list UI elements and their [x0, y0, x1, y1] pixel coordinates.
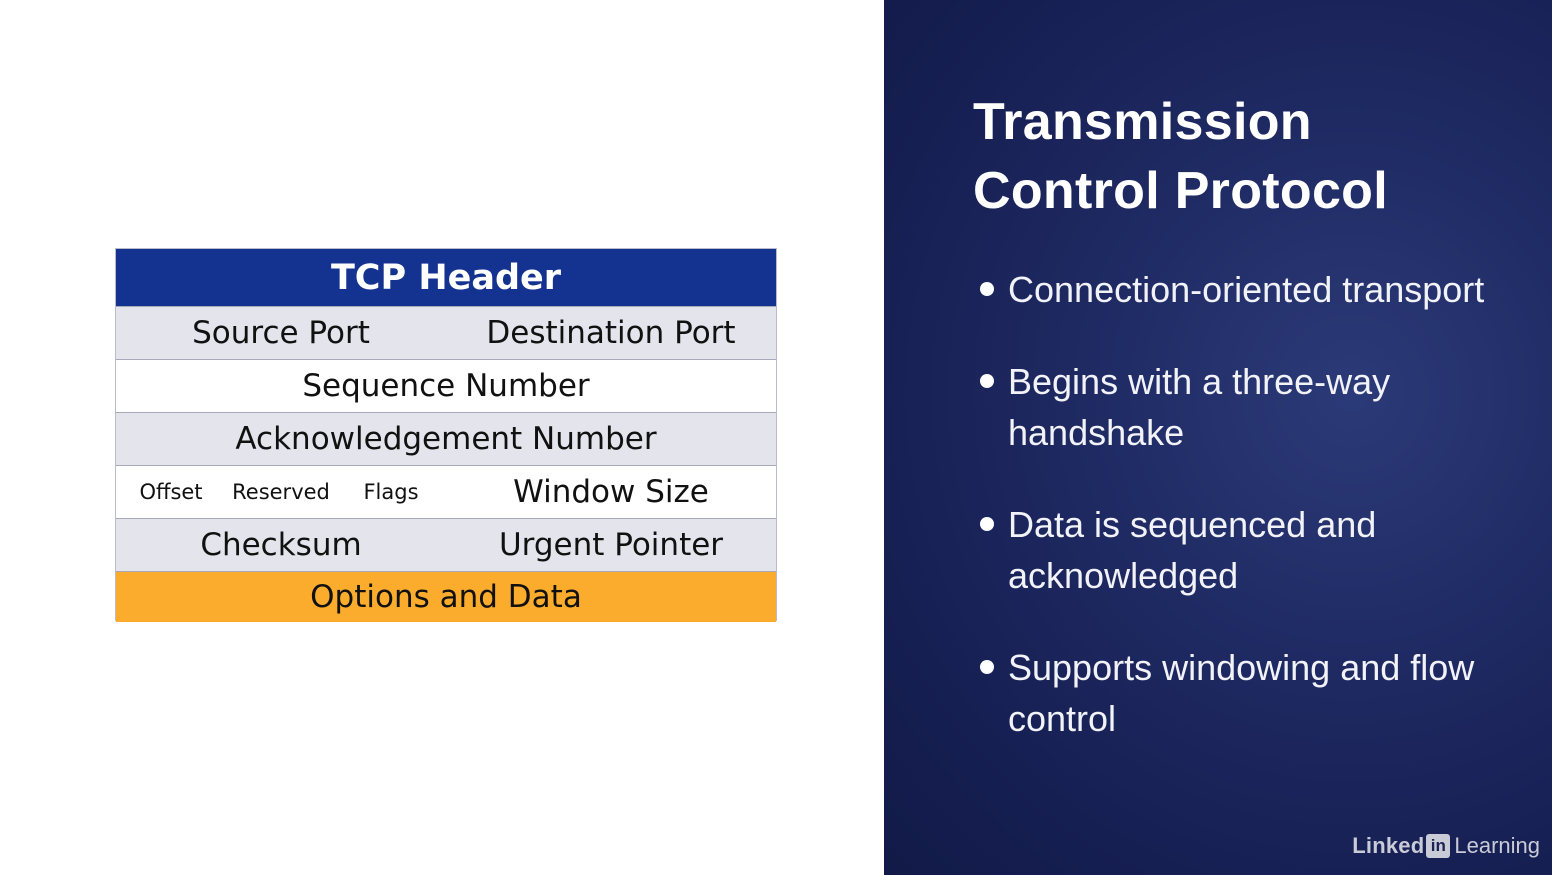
info-panel	[884, 0, 1552, 875]
slide-title-line-1: Transmission	[973, 93, 1312, 151]
linkedin-learning-logo	[1352, 833, 1540, 859]
bullet-item	[980, 642, 1540, 744]
field-reserved: Reserved	[232, 480, 330, 504]
bullet-dot-icon	[980, 517, 994, 531]
tcp-header-diagram	[115, 248, 777, 621]
tcp-row-acknowledgement	[116, 412, 776, 465]
logo-learning-text: Learning	[1454, 833, 1540, 858]
tcp-row-options	[116, 571, 776, 622]
slide-title-line-2: Control Protocol	[973, 162, 1388, 220]
logo-linked-text: Linked	[1352, 833, 1425, 858]
linkedin-in-icon: in	[1426, 834, 1450, 858]
tcp-row-sequence	[116, 359, 776, 412]
field-window-size: Window Size	[513, 474, 709, 510]
tcp-row-checksum	[116, 518, 776, 571]
bullet-text: Supports windowing and flow control	[1008, 647, 1475, 739]
bullet-text: Connection-oriented transport	[1008, 269, 1485, 310]
bullet-item	[980, 356, 1540, 458]
field-sequence-number: Sequence Number	[302, 368, 590, 404]
bullet-text: Begins with a three-way handshake	[1008, 361, 1391, 453]
tcp-header-title: TCP Header	[330, 257, 562, 298]
bullet-item	[980, 264, 1540, 315]
field-destination-port: Destination Port	[486, 315, 736, 351]
field-offset: Offset	[139, 480, 203, 504]
field-acknowledgement-number: Acknowledgement Number	[235, 421, 657, 457]
tcp-header-title-row	[116, 249, 776, 306]
bullet-dot-icon	[980, 374, 994, 388]
tcp-row-window	[116, 465, 776, 518]
field-urgent-pointer: Urgent Pointer	[498, 527, 724, 563]
tcp-row-ports	[116, 306, 776, 359]
bullet-text: Data is sequenced and acknowledged	[1008, 504, 1377, 596]
field-source-port: Source Port	[192, 315, 370, 351]
bullet-dot-icon	[980, 282, 994, 296]
bullet-list	[980, 264, 1540, 785]
slide-title	[973, 88, 1533, 226]
field-options-and-data: Options and Data	[310, 579, 582, 615]
bullet-item	[980, 499, 1540, 601]
bullet-dot-icon	[980, 660, 994, 674]
field-flags: Flags	[363, 480, 419, 504]
field-checksum: Checksum	[200, 527, 362, 563]
